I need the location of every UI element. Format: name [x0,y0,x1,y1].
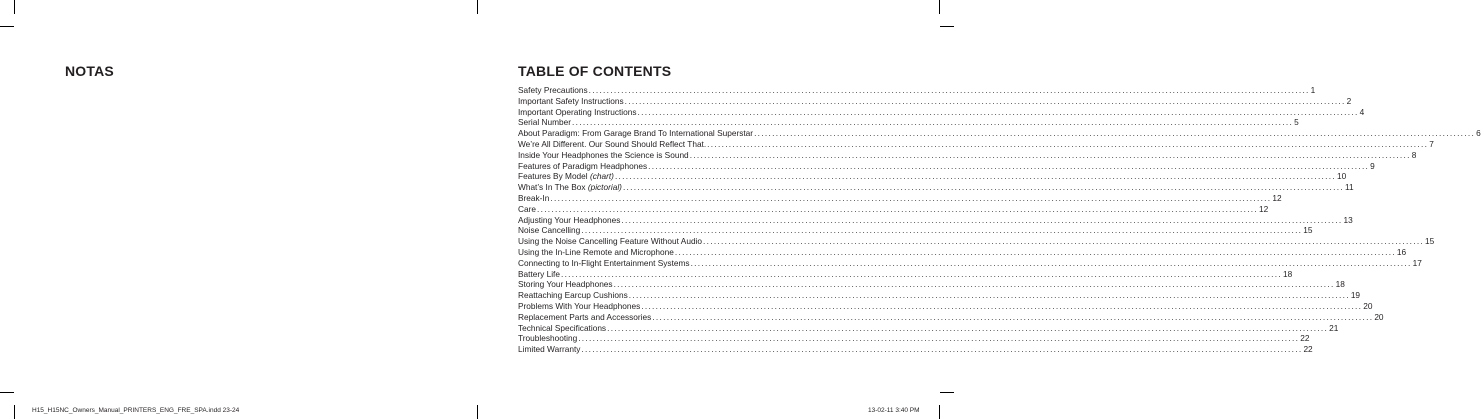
toc-entry-title: Connecting to In-Flight Entertainment Systems [518,257,690,268]
toc-entry [518,268,1293,280]
toc-entry-page: 6 [1476,128,1481,139]
toc-entry-page: 1 [1310,85,1316,95]
toc-entry-title: Break-In [518,192,550,203]
dot-leader: ........................................................................................................................................................................................................ [648,160,1370,171]
crop-mark [477,405,478,419]
toc-entry-page: 16 [1396,246,1407,257]
toc-entry [518,192,1282,204]
toc-entry-title: Features of Paradigm Headphones [518,160,648,171]
slug-datetime: 13-02-11 3:40 PM [868,407,920,414]
dot-leader: ........................................................................................................................................................................................................ [607,322,1329,333]
crop-mark [940,26,954,27]
toc-entry-title: Troubleshooting [518,333,578,344]
dot-leader: ........................................................................................................................................................................................................ [572,117,1294,128]
toc-entry [518,171,1347,182]
toc-page-title: TABLE OF CONTENTS [518,63,672,79]
dot-leader: ........................................................................................................................................................................................................ [581,344,1303,355]
dot-leader: ........................................................................................................................................................................................................ [641,300,1363,311]
toc-entry-title: Noise Cancelling [518,225,581,236]
toc-entry-title: Limited Warranty [518,344,581,355]
dot-leader: ........................................................................................................................................................................................................ [652,311,1374,322]
toc-entry [518,322,1339,334]
toc-entry-page: 12 [1272,192,1282,203]
toc-entry-note: (chart) [589,171,614,182]
toc-entry [518,95,1352,107]
crop-mark [939,0,940,14]
notes-page-title: NOTAS [65,63,114,79]
toc-entry-title: Important Operating Instructions [518,106,637,117]
toc-entry-title: Battery Life [518,268,560,279]
toc-entry-page: 20 [1363,300,1373,311]
dot-leader: ........................................................................................................................................................................................................ [614,171,1336,182]
toc-entry [518,300,1373,312]
dot-leader: ........................................................................................................................................................................................................ [628,290,1350,301]
toc-entry-title: Problems With Your Headphones [518,300,641,311]
toc-entry-page: 17 [1412,257,1422,268]
toc-entry [518,117,1299,128]
crop-mark [939,405,940,419]
toc-entry-page: 5 [1294,117,1299,128]
toc-entry-page: 8 [1411,149,1417,160]
toc-entry [518,85,1316,96]
toc-entry-page: 4 [1359,106,1365,117]
toc-entry-page: 15 [1425,236,1435,247]
toc-entry-title: Safety Precautions [518,85,588,95]
dot-leader: ........................................................................................................................................................................................................ [754,128,1476,139]
toc-entry-title: We’re All Different. Our Sound Should Reflect That. [518,138,707,149]
crop-mark [14,405,15,419]
toc-entry [518,106,1365,118]
toc-entry-title: Technical Specifications [518,322,607,333]
crop-mark [0,26,14,27]
toc-entry-title: Care [518,203,536,214]
toc-entry-title: Inside Your Headphones the Science is Sound [518,149,689,160]
toc-entry-note: (pictorial) [587,182,622,193]
dot-leader: ........................................................................................................................................................................................................ [637,106,1359,117]
toc-entry [518,279,1345,290]
toc-entry-page: 9 [1370,160,1375,171]
toc-entry [518,160,1375,172]
dot-leader: ........................................................................................................................................................................................................ [621,214,1343,225]
toc-entry-page: 15 [1303,225,1313,236]
toc-entry [518,246,1407,258]
toc-entry-page: 22 [1303,344,1313,355]
dot-leader: ........................................................................................................................................................................................................ [613,279,1335,290]
toc-entry-page: 12 [1259,203,1269,214]
dot-leader: ........................................................................................................................................................................................................ [707,138,1429,149]
toc-entry-page: 19 [1350,290,1361,301]
toc-entry-title: About Paradigm: From Garage Brand To International Superstar [518,128,754,139]
toc-entry [518,138,1434,150]
dot-leader: ........................................................................................................................................................................................................ [588,85,1310,95]
toc-entry-page: 20 [1374,311,1384,322]
toc-entry [518,203,1269,215]
dot-leader: ........................................................................................................................................................................................................ [581,225,1303,236]
toc-entry [518,257,1422,269]
dot-leader: ........................................................................................................................................................................................................ [622,182,1344,193]
toc-entry-title: Replacement Parts and Accessories [518,311,652,322]
toc-entry-title: Adjusting Your Headphones [518,214,621,225]
dot-leader: ........................................................................................................................................................................................................ [689,149,1411,160]
crop-mark [477,0,478,14]
toc-entry-page: 2 [1346,95,1352,106]
dot-leader: ........................................................................................................................................................................................................ [536,203,1259,214]
dot-leader: ........................................................................................................................................................................................................ [560,268,1282,279]
toc-entry-page: 10 [1336,171,1347,182]
toc-entry-page: 18 [1335,279,1345,290]
crop-mark [0,392,14,393]
toc-entry-page: 7 [1429,138,1434,149]
toc-entry-page: 11 [1344,182,1354,193]
toc-entry [518,333,1310,344]
toc-entry [518,128,1481,139]
dot-leader: ........................................................................................................................................................................................................ [674,246,1396,257]
dot-leader: ........................................................................................................................................................................................................ [690,257,1412,268]
toc-entry-title: Using the Noise Cancelling Feature Without Audio [518,236,703,247]
toc-entry-page: 21 [1329,322,1339,333]
toc-entry [518,149,1417,161]
toc-entry-title: Storing Your Headphones [518,279,613,290]
toc-entry-title: What’s In The Box (pictorial) [518,182,622,193]
toc-entry [518,182,1354,193]
dot-leader: ........................................................................................................................................................................................................ [550,192,1272,203]
toc-entry-title: Important Safety Instructions [518,95,624,106]
crop-mark [14,0,15,14]
dot-leader: ........................................................................................................................................................................................................ [578,333,1300,344]
slug-filename: H15_H15NC_Owners_Manual_PRINTERS_ENG_FRE_SPA.indd 23-24 [32,407,240,414]
toc-entry-page: 18 [1283,268,1293,279]
toc-entry-page: 13 [1343,214,1353,225]
dot-leader: ........................................................................................................................................................................................................ [703,236,1425,247]
toc-entry-page: 22 [1300,333,1310,344]
toc-entry-title: Features By Model (chart) [518,171,614,182]
toc-entry [518,290,1361,301]
toc-entry-title: Reattaching Earcup Cushions [518,290,628,301]
toc-entry [518,225,1313,236]
toc-entry [518,311,1384,323]
toc-entry-title: Using the In-Line Remote and Microphone [518,246,674,257]
toc-entry [518,344,1313,355]
dot-leader: ........................................................................................................................................................................................................ [624,95,1346,106]
toc-entry [518,236,1435,247]
crop-mark [940,392,954,393]
toc-entry-title: Serial Number [518,117,572,128]
toc-entry [518,214,1353,226]
table-of-contents [518,85,1481,355]
